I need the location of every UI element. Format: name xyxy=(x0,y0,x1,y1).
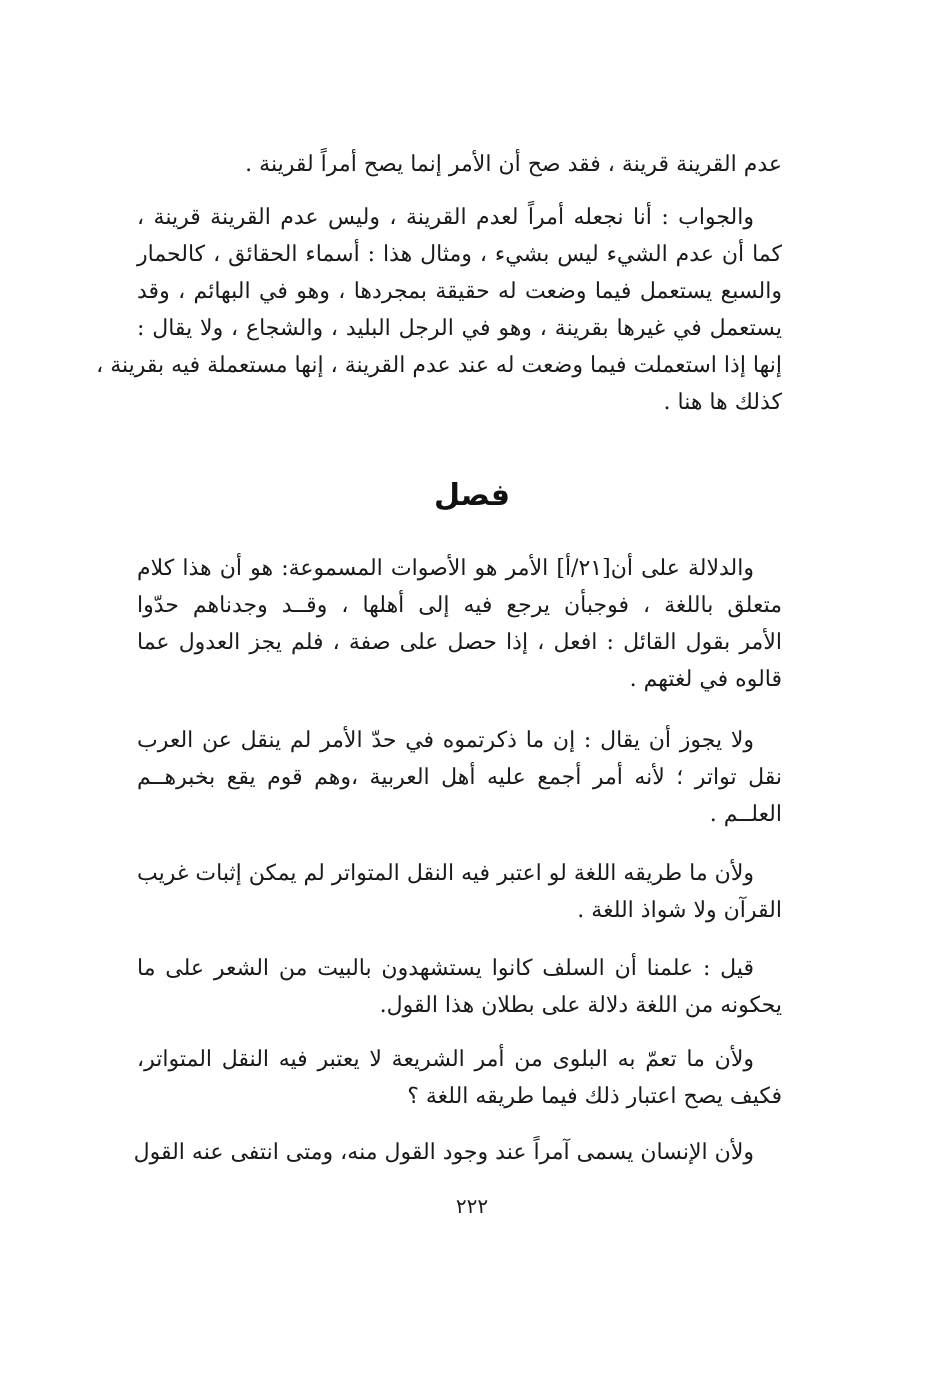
text-line: نقل تواتر ؛ لأنه أمر أجمع عليه أهل العربية ،وهم قوم يقع بخبرهــم xyxy=(137,765,782,790)
section-heading: فصل xyxy=(434,478,510,513)
text-line: عدم القرينة قرينة ، فقد صح أن الأمر إنما يصح أمراً لقرينة . xyxy=(245,152,782,177)
paragraph-continuation xyxy=(137,146,782,183)
text-line: يحكونه من اللغة دلالة على بطلان هذا القول. xyxy=(379,993,782,1018)
text-line: متعلق باللغة ، فوجبأن يرجع فيه إلى أهلها ، وقــد وجدناهم حدّوا xyxy=(137,593,782,618)
text-line: يستعمل في غيرها بقرينة ، وهو في الرجل البليد ، والشجاع ، ولا يقال : xyxy=(137,316,782,341)
page-number: ٢٢٢ xyxy=(455,1194,489,1218)
text-line: إنها إذا استعملت فيما وضعت له عند عدم القرينة ، إنها مستعملة فيه بقرينة ، xyxy=(96,353,782,378)
text-line: قيل : علمنا أن السلف كانوا يستشهدون بالبيت من الشعر على ما xyxy=(137,956,754,981)
paragraph-human xyxy=(133,1134,782,1171)
text-line: العلــم . xyxy=(709,802,782,827)
text-line: ولأن ما تعمّ به البلوى من أمر الشريعة لا يعتبر فيه النقل المتواتر، xyxy=(137,1047,754,1072)
text-line: والجواب : أنا نجعله أمراً لعدم القرينة ، وليس عدم القرينة قرينة ، xyxy=(137,205,754,230)
text-line: كذلك ها هنا . xyxy=(663,390,782,415)
paragraph-sharia xyxy=(137,1041,782,1115)
paragraph-objection xyxy=(137,722,782,833)
paragraph-reply xyxy=(137,950,782,1024)
text-line: ولأن ما طريقه اللغة لو اعتبر فيه النقل المتواتر لم يمكن إثبات غريب xyxy=(137,861,754,886)
text-line: الأمر بقول القائل : افعل ، إذا حصل على صفة ، فلم يجز العدول عما xyxy=(137,630,782,655)
paragraph-language xyxy=(137,855,782,929)
text-line: ولأن الإنسان يسمى آمراً عند وجود القول منه، ومتى انتفى عنه القول xyxy=(133,1140,754,1165)
paragraph-evidence xyxy=(137,550,782,698)
text-line: القرآن ولا شواذ اللغة . xyxy=(577,898,782,923)
text-line: والسبع يستعمل فيما وضعت له حقيقة بمجردها ، وهو في البهائم ، وقد xyxy=(137,279,782,304)
paragraph-answer xyxy=(96,199,782,421)
text-line: والدلالة على أن[٢١/أ] الأمر هو الأصوات المسموعة: هو أن هذا كلام xyxy=(137,556,754,581)
text-line: كما أن عدم الشيء ليس بشيء ، ومثال هذا : أسماء الحقائق ، كالحمار xyxy=(137,242,782,267)
text-line: قالوه في لغتهم . xyxy=(629,667,782,692)
text-line: ولا يجوز أن يقال : إن ما ذكرتموه في حدّ الأمر لم ينقل عن العرب xyxy=(137,728,754,753)
text-line: فكيف يصح اعتبار ذلك فيما طريقه اللغة ؟ xyxy=(407,1084,782,1109)
